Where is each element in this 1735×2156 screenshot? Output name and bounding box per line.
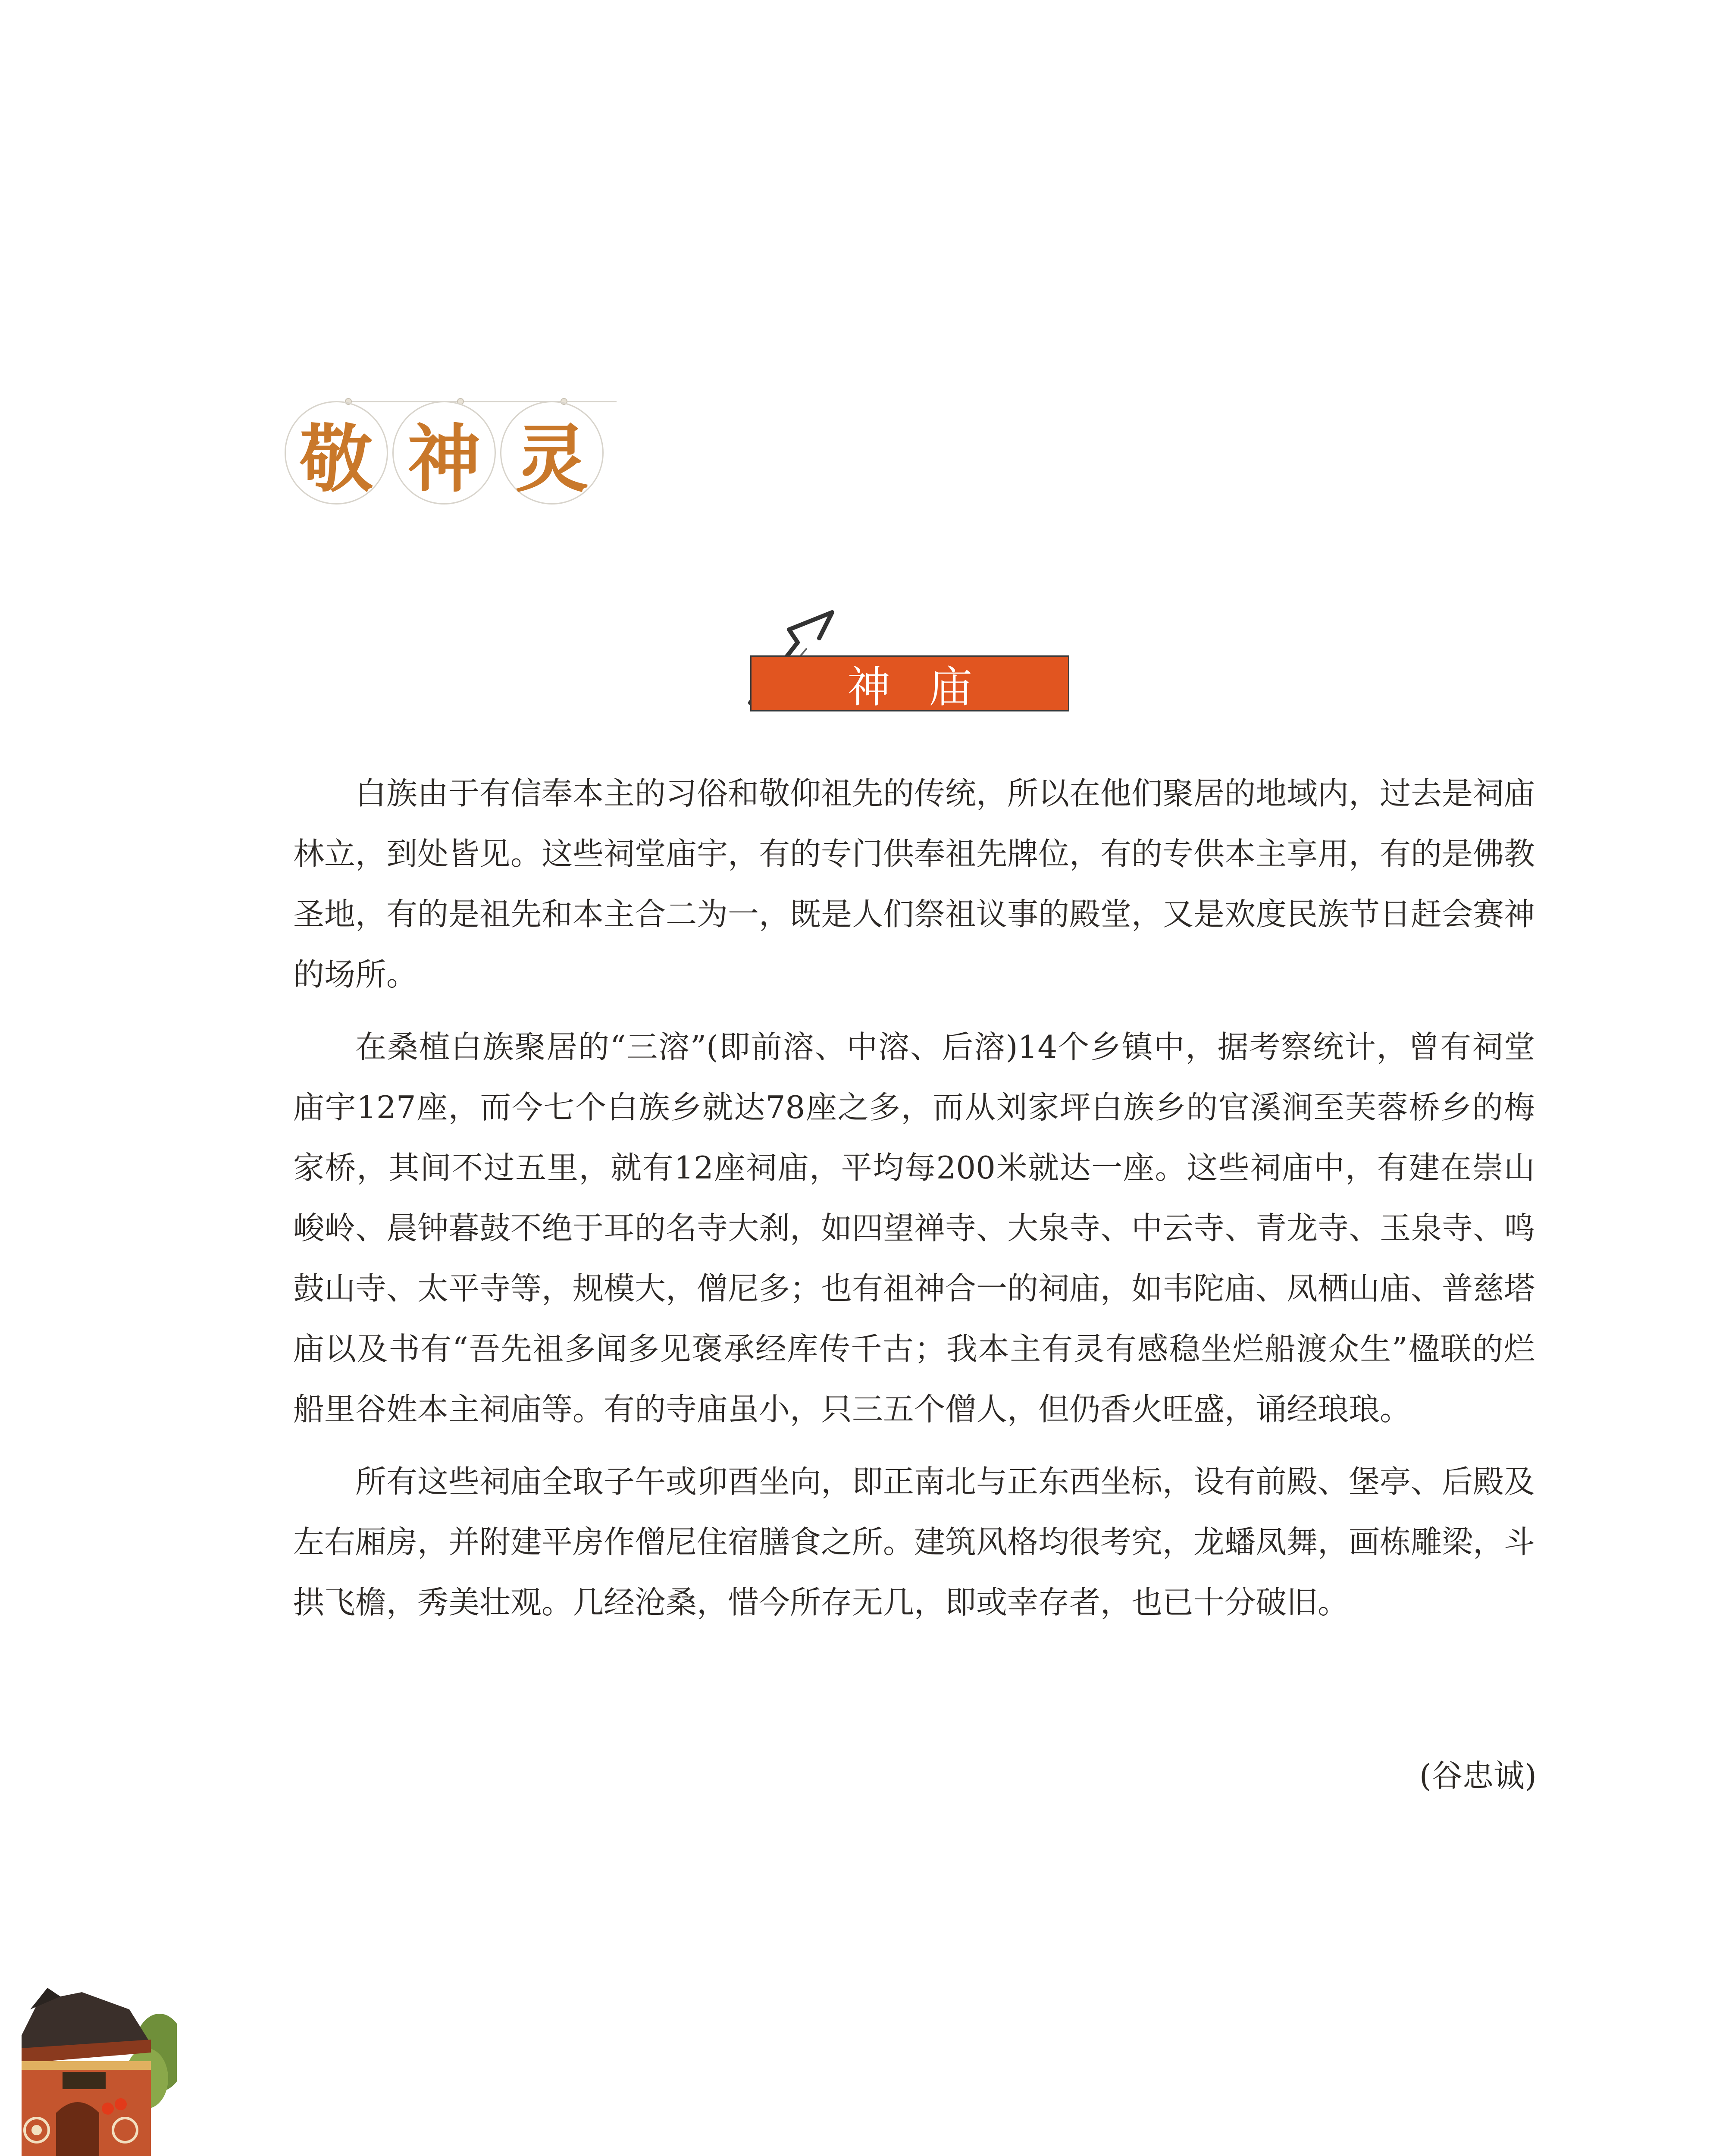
temple-thumbnail-image [22, 1984, 177, 2156]
author-credit: (谷忠诚) [1419, 1758, 1537, 1794]
paragraph: 在桑植白族聚居的“三溶”(即前溶、中溶、后溶)14个乡镇中，据考察统计，曾有祠堂庙宇127座，而今七个白族乡就达78座之多，而从刘家坪白族乡的官溪涧至芙蓉桥乡的梅家桥，其间不过五里，就有12座祠庙，平均每200米就达一座。这些祠庙中，有建在崇山峻岭、晨钟暮鼓不绝于耳的名寺大刹，如四望禅寺、大泉寺、中云寺、青龙寺、玉泉寺、鸣鼓山寺、太平寺等，规模大，僧尼多；也有祖神合一的祠庙，如韦陀庙、凤栖山庙、普慈塔庙以及书有“吾先祖多闻多见褒承经库传千古；我本主有灵有感稳坐烂船渡众生”楹联的烂船里谷姓本主祠庙等。有的寺庙虽小，只三五个僧人，但仍香火旺盛，诵经琅琅。 [293, 1029, 1535, 1427]
paragraph: 白族由于有信奉本主的习俗和敬仰祖先的传统，所以在他们聚居的地域内，过去是祠庙林立，到处皆见。这些祠堂庙宇，有的专门供奉祖先牌位，有的专供本主享用，有的是佛教圣地，有的是祖先和本主合二为一，既是人们祭祖议事的殿堂，又是欢度民族节日赶会赛神的场所。 [293, 775, 1535, 993]
chapter-title [285, 401, 629, 530]
paragraph: 所有这些祠庙全取子午或卯酉坐向，即正南北与正东西坐标，设有前殿、堡亭、后殿及左右厢房，并附建平房作僧尼住宿膳食之所。建筑风格均很考究，龙蟠凤舞，画栋雕梁，斗拱飞檐，秀美壮观。几经沧桑，惜今所存无几，即或幸存者，也已十分破旧。 [293, 1463, 1535, 1620]
article-body [293, 763, 1535, 1645]
chapter-title-char-1: 敬 [285, 401, 388, 505]
chapter-title-char-3: 灵 [500, 401, 604, 505]
section-title-banner: 神庙 [750, 655, 1069, 711]
chapter-title-char-2: 神 [392, 401, 496, 505]
section-header [733, 604, 1078, 716]
